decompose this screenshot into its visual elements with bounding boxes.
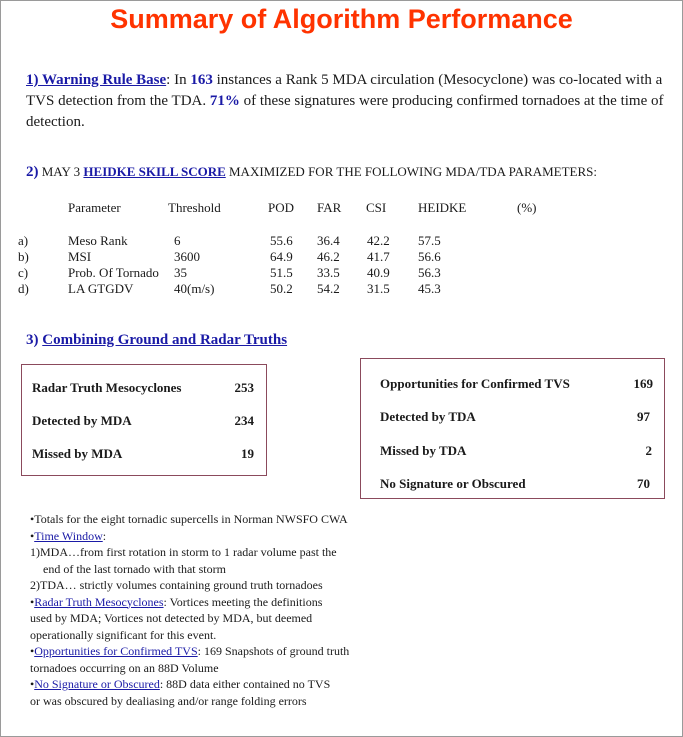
row-c-index: c) (18, 265, 29, 280)
radar-truth-label: Radar Truth Mesocyclones (34, 594, 164, 609)
row-b-parameter: MSI (68, 249, 92, 264)
page-title: Summary of Algorithm Performance (110, 4, 573, 34)
header-csi: CSI (366, 200, 387, 215)
row-c-heidke: 56.3 (418, 265, 441, 280)
section-warning-rule-base (26, 70, 666, 133)
section1-text-a: : In (166, 72, 191, 88)
section1-text-b: instances a Rank 5 MDA circulation (Mesocyclone) was co-located with a TVS detection from the TDA. (26, 72, 663, 109)
note-no-signature (30, 676, 430, 693)
row-c-pod: 51.5 (270, 265, 293, 280)
header-far: FAR (317, 200, 342, 215)
time-window-label: Time Window (34, 528, 103, 543)
row-a-threshold: 6 (174, 233, 181, 248)
row-d-threshold: 40(m/s) (174, 281, 215, 296)
note-no-signature-line2: or was obscured by dealiasing and/or range folding errors (30, 693, 307, 708)
combining-truths-label: Combining Ground and Radar Truths (42, 332, 288, 348)
row-b-far: 46.2 (317, 249, 340, 264)
row-d-csi: 31.5 (367, 281, 390, 296)
row-c-parameter: Prob. Of Tornado (68, 265, 159, 280)
mda-detected-label: Detected by MDA (32, 413, 132, 428)
no-signature-label: No Signature or Obscured (34, 677, 160, 691)
no-signature-text: : 88D data either contained no TVS (159, 677, 331, 691)
note-radar-truth-line3: operationally significant for this event. (30, 627, 217, 642)
mda-detected-value: 234 (234, 413, 254, 428)
note-time-window (30, 528, 430, 545)
header-pod: POD (268, 200, 295, 215)
row-d-index: d) (18, 281, 29, 296)
mda-missed-value: 19 (241, 446, 254, 461)
row-d-far: 54.2 (317, 281, 340, 296)
bullet: • (30, 528, 35, 543)
header-parameter: Parameter (68, 200, 121, 215)
note-radar-truth (30, 594, 430, 611)
row-b-pod: 64.9 (270, 249, 293, 264)
tvs-missed-label: Missed by TDA (380, 443, 467, 458)
tvs-detected-label: Detected by TDA (380, 409, 476, 424)
note-mda-window-cont: end of the last tornado with that storm (43, 561, 226, 576)
tvs-no-signature-label: No Signature or Obscured (380, 476, 526, 491)
tvs-summary-box (360, 358, 665, 499)
section1-percent: 71% (209, 93, 240, 109)
note-mda-window: 1)MDA…from first rotation in storm to 1 radar volume past the (30, 545, 337, 559)
note-tda-window: 2)TDA… strictly volumes containing ground truth tornadoes (30, 578, 323, 592)
row-b-index: b) (18, 249, 29, 264)
bullet: • (30, 644, 35, 658)
row-c-far: 33.5 (317, 265, 340, 280)
mda-summary-box (21, 364, 267, 476)
row-a-far: 36.4 (317, 233, 340, 248)
warning-rule-base-label: 1) Warning Rule Base (26, 72, 167, 88)
tvs-opportunities-value: 169 (633, 376, 653, 391)
tvs-missed-value: 2 (645, 443, 652, 458)
bullet: • (30, 594, 35, 609)
note-totals: •Totals for the eight tornadic supercells in Norman NWSFO CWA (30, 512, 348, 526)
header-threshold: Threshold (168, 200, 221, 215)
radar-truth-text: : Vortices meeting the definitions (163, 594, 323, 609)
row-d-pod: 50.2 (270, 281, 293, 296)
section1-count: 163 (190, 72, 213, 88)
note-opportunities (30, 643, 430, 660)
row-d-heidke: 45.3 (418, 281, 441, 296)
row-c-threshold: 35 (174, 265, 187, 280)
header-percent: (%) (517, 200, 537, 215)
row-a-csi: 42.2 (367, 233, 390, 248)
row-d-parameter: LA GTGDV (68, 281, 134, 296)
row-c-csi: 40.9 (367, 265, 390, 280)
tvs-no-signature-value: 70 (637, 476, 650, 491)
opportunities-label: Opportunities for Confirmed TVS (34, 644, 198, 658)
mda-missed-label: Missed by MDA (32, 446, 123, 461)
heidke-skill-score-label: HEIDKE SKILL SCORE (83, 164, 226, 179)
section2-prefix: MAY 3 (41, 164, 84, 179)
tvs-opportunities-label: Opportunities for Confirmed TVS (380, 376, 570, 391)
section-heidke-heading (26, 164, 676, 181)
header-heidke: HEIDKE (418, 200, 467, 215)
note-opportunities-line2: tornadoes occurring on an 88D Volume (30, 660, 219, 675)
bullet: • (30, 677, 35, 691)
note-radar-truth-line2: used by MDA; Vortices not detected by MDA, but deemed (30, 611, 313, 625)
row-a-pod: 55.6 (270, 233, 293, 248)
time-window-colon: : (102, 528, 107, 543)
section2-suffix: MAXIMIZED FOR THE FOLLOWING MDA/TDA PARAMETERS: (225, 164, 597, 179)
opportunities-text: : 169 Snapshots of ground truth (197, 644, 350, 658)
row-a-index: a) (18, 233, 29, 248)
tvs-detected-value: 97 (637, 409, 650, 424)
row-b-threshold: 3600 (174, 249, 200, 264)
row-a-parameter: Meso Rank (68, 233, 128, 248)
mda-radar-truth-value: 253 (234, 380, 254, 395)
row-a-heidke: 57.5 (418, 233, 441, 248)
mda-radar-truth-label: Radar Truth Mesocyclones (32, 380, 182, 395)
section2-number: 2) (26, 164, 39, 180)
section3-number: 3) (26, 332, 43, 348)
section-combining-heading (26, 332, 287, 349)
row-b-heidke: 56.6 (418, 249, 441, 264)
footnotes (30, 511, 430, 709)
section1-text-c: of these signatures were producing confirmed tornadoes at the time of detection. (26, 93, 664, 130)
row-b-csi: 41.7 (367, 249, 390, 264)
